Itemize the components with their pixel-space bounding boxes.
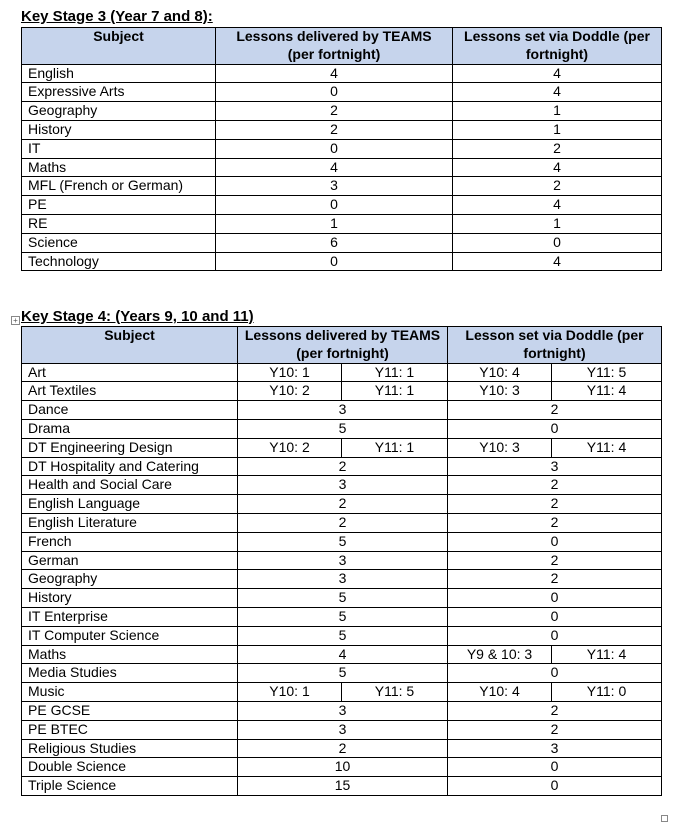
doddle-cell: 0	[448, 664, 662, 683]
table-row	[22, 139, 662, 158]
teams-cell: 0	[216, 252, 453, 271]
subject-cell: Health and Social Care	[22, 476, 238, 495]
doddle-cell: 3	[448, 457, 662, 476]
subject-cell: DT Hospitality and Catering	[22, 457, 238, 476]
table-row	[22, 645, 662, 664]
table-row	[22, 382, 662, 401]
subject-cell: IT Computer Science	[22, 626, 238, 645]
subject-cell: IT Enterprise	[22, 607, 238, 626]
subject-cell: Maths	[22, 158, 216, 177]
subject-cell: Religious Studies	[22, 739, 238, 758]
teams-cell: 2	[216, 102, 453, 121]
table-row	[22, 158, 662, 177]
doddle-year-cell: Y10: 4	[448, 363, 552, 382]
subject-cell: Double Science	[22, 758, 238, 777]
ks4-header-doddle: Lesson set via Doddle (per fortnight)	[448, 327, 662, 364]
table-row	[22, 495, 662, 514]
doddle-year-cell: Y10: 4	[448, 683, 552, 702]
ks3-header-row	[22, 28, 662, 65]
teams-cell: 0	[216, 196, 453, 215]
doddle-year-cell: Y11: 4	[552, 645, 662, 664]
ks4-table	[21, 326, 662, 796]
table-row	[22, 401, 662, 420]
teams-year-cell: Y11: 1	[342, 363, 448, 382]
subject-cell: MFL (French or German)	[22, 177, 216, 196]
teams-cell: 3	[238, 570, 448, 589]
subject-cell: History	[22, 120, 216, 139]
teams-cell: 5	[238, 532, 448, 551]
teams-cell: 10	[238, 758, 448, 777]
doddle-cell: 0	[448, 589, 662, 608]
ks3-header-subject: Subject	[22, 28, 216, 65]
subject-cell: German	[22, 551, 238, 570]
doddle-cell: 2	[448, 401, 662, 420]
table-row	[22, 233, 662, 252]
teams-year-cell: Y11: 5	[342, 683, 448, 702]
teams-cell: 0	[216, 83, 453, 102]
table-row	[22, 457, 662, 476]
teams-cell: 5	[238, 607, 448, 626]
table-row	[22, 758, 662, 777]
doddle-cell: 4	[453, 252, 662, 271]
teams-cell: 2	[216, 120, 453, 139]
subject-cell: PE	[22, 196, 216, 215]
table-row	[22, 177, 662, 196]
table-row	[22, 102, 662, 121]
subject-cell: Art Textiles	[22, 382, 238, 401]
ks3-table	[21, 27, 662, 271]
table-row	[22, 532, 662, 551]
teams-cell: 5	[238, 589, 448, 608]
ks3-header-doddle: Lessons set via Doddle (per fortnight)	[453, 28, 662, 65]
table-row	[22, 64, 662, 83]
doddle-cell: 0	[448, 419, 662, 438]
doddle-cell: 0	[448, 758, 662, 777]
doddle-cell: 0	[448, 777, 662, 796]
teams-year-cell: Y11: 1	[342, 438, 448, 457]
doddle-cell: 0	[448, 607, 662, 626]
table-row	[22, 664, 662, 683]
subject-cell: Technology	[22, 252, 216, 271]
table-row	[22, 551, 662, 570]
teams-cell: 4	[238, 645, 448, 664]
doddle-cell: 0	[453, 233, 662, 252]
table-row	[22, 214, 662, 233]
subject-cell: Media Studies	[22, 664, 238, 683]
teams-cell: 3	[238, 401, 448, 420]
doddle-cell: 2	[448, 570, 662, 589]
table-row	[22, 777, 662, 796]
table-row	[22, 120, 662, 139]
subject-cell: Music	[22, 683, 238, 702]
subject-cell: DT Engineering Design	[22, 438, 238, 457]
ks4-header-subject: Subject	[22, 327, 238, 364]
table-row	[22, 607, 662, 626]
subject-cell: Expressive Arts	[22, 83, 216, 102]
teams-cell: 5	[238, 664, 448, 683]
teams-cell: 2	[238, 457, 448, 476]
table-resize-handle[interactable]	[661, 815, 668, 822]
table-row	[22, 739, 662, 758]
teams-cell: 15	[238, 777, 448, 796]
subject-cell: Drama	[22, 419, 238, 438]
doddle-cell: 0	[448, 532, 662, 551]
table-row	[22, 513, 662, 532]
table-row	[22, 196, 662, 215]
teams-cell: 6	[216, 233, 453, 252]
subject-cell: English	[22, 64, 216, 83]
table-row	[22, 683, 662, 702]
table-row	[22, 720, 662, 739]
doddle-cell: 2	[453, 139, 662, 158]
subject-cell: RE	[22, 214, 216, 233]
table-row	[22, 701, 662, 720]
subject-cell: Science	[22, 233, 216, 252]
subject-cell: Triple Science	[22, 777, 238, 796]
doddle-cell: 2	[448, 720, 662, 739]
table-row	[22, 570, 662, 589]
teams-year-cell: Y10: 2	[238, 438, 342, 457]
teams-cell: 0	[216, 139, 453, 158]
teams-cell: 4	[216, 158, 453, 177]
doddle-year-cell: Y10: 3	[448, 438, 552, 457]
teams-cell: 3	[216, 177, 453, 196]
doddle-cell: 1	[453, 120, 662, 139]
ks3-header-teams: Lessons delivered by TEAMS (per fortnight)	[216, 28, 453, 65]
table-row	[22, 252, 662, 271]
doddle-year-cell: Y11: 4	[552, 382, 662, 401]
doddle-cell: 2	[448, 495, 662, 514]
teams-cell: 5	[238, 419, 448, 438]
table-row	[22, 83, 662, 102]
subject-cell: History	[22, 589, 238, 608]
ks3-heading: Key Stage 3 (Year 7 and 8):	[21, 8, 213, 25]
doddle-year-cell: Y9 & 10: 3	[448, 645, 552, 664]
doddle-year-cell: Y11: 0	[552, 683, 662, 702]
doddle-cell: 1	[453, 102, 662, 121]
subject-cell: Geography	[22, 102, 216, 121]
doddle-cell: 2	[448, 551, 662, 570]
subject-cell: English Language	[22, 495, 238, 514]
teams-year-cell: Y10: 2	[238, 382, 342, 401]
subject-cell: IT	[22, 139, 216, 158]
teams-cell: 2	[238, 513, 448, 532]
doddle-year-cell: Y11: 5	[552, 363, 662, 382]
teams-cell: 3	[238, 476, 448, 495]
doddle-cell: 2	[453, 177, 662, 196]
ks4-header-teams: Lessons delivered by TEAMS (per fortnight)	[238, 327, 448, 364]
table-row	[22, 626, 662, 645]
teams-cell: 4	[216, 64, 453, 83]
table-row	[22, 476, 662, 495]
doddle-cell: 2	[448, 513, 662, 532]
subject-cell: PE GCSE	[22, 701, 238, 720]
table-row	[22, 419, 662, 438]
doddle-cell: 0	[448, 626, 662, 645]
table-row	[22, 363, 662, 382]
doddle-cell: 2	[448, 701, 662, 720]
doddle-year-cell: Y11: 4	[552, 438, 662, 457]
teams-cell: 3	[238, 701, 448, 720]
doddle-year-cell: Y10: 3	[448, 382, 552, 401]
teams-cell: 1	[216, 214, 453, 233]
table-row	[22, 589, 662, 608]
subject-cell: Maths	[22, 645, 238, 664]
table-move-handle[interactable]: +	[11, 316, 20, 325]
subject-cell: PE BTEC	[22, 720, 238, 739]
teams-cell: 3	[238, 551, 448, 570]
teams-cell: 5	[238, 626, 448, 645]
subject-cell: Dance	[22, 401, 238, 420]
doddle-cell: 4	[453, 64, 662, 83]
table-row	[22, 438, 662, 457]
ks4-heading: Key Stage 4: (Years 9, 10 and 11)	[21, 308, 254, 325]
doddle-cell: 4	[453, 158, 662, 177]
teams-cell: 2	[238, 739, 448, 758]
doddle-cell: 3	[448, 739, 662, 758]
teams-cell: 2	[238, 495, 448, 514]
teams-year-cell: Y10: 1	[238, 683, 342, 702]
doddle-cell: 4	[453, 83, 662, 102]
teams-cell: 3	[238, 720, 448, 739]
subject-cell: Geography	[22, 570, 238, 589]
teams-year-cell: Y10: 1	[238, 363, 342, 382]
subject-cell: French	[22, 532, 238, 551]
doddle-cell: 1	[453, 214, 662, 233]
doddle-cell: 4	[453, 196, 662, 215]
subject-cell: English Literature	[22, 513, 238, 532]
teams-year-cell: Y11: 1	[342, 382, 448, 401]
subject-cell: Art	[22, 363, 238, 382]
doddle-cell: 2	[448, 476, 662, 495]
ks4-header-row	[22, 327, 662, 364]
